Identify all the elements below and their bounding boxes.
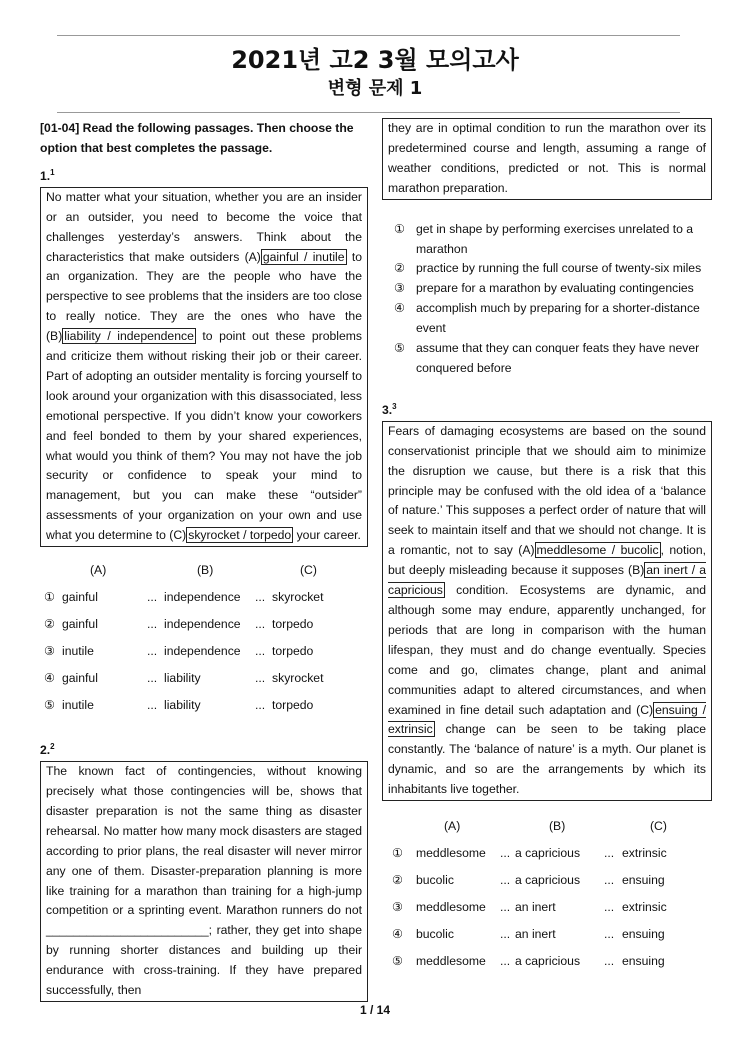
ellipsis: ... bbox=[255, 644, 266, 659]
question-3-options bbox=[382, 817, 712, 979]
options-header bbox=[382, 817, 712, 844]
question-1-options bbox=[40, 561, 368, 723]
passage-text: No matter what your situation, whether you are an insider or an outsider, you need to become the voice that challenges yesterday’s answers. Think about the characteristics that make outsiders (A) bbox=[46, 189, 362, 264]
option-number: ① bbox=[392, 846, 403, 861]
option-a: gainful bbox=[62, 590, 98, 605]
ellipsis: ... bbox=[604, 954, 615, 969]
question-2-passage-continued: they are in optimal condition to run the marathon over its predetermined course and length, assuming a range of weather conditions, predicted or not. This is normal marathon preparation. bbox=[382, 118, 712, 200]
left-column bbox=[40, 119, 368, 1002]
answer-choice-box: an inert / a capricious bbox=[388, 563, 706, 598]
ellipsis: ... bbox=[255, 671, 266, 686]
passage-text: Fears of damaging ecosystems are based on the sound conservationist principle that we should aim to minimize the disruption we cause, but there is a risk that this principle may be confused with the old idea of a ‘balance of nature.’ This supposes a perfect order of nature that will seek to maintain itself and that we should not change. It is a romantic, not to say (A) bbox=[388, 423, 706, 558]
option-b: an inert bbox=[515, 900, 556, 915]
column-header: (A) bbox=[444, 819, 461, 834]
option-b: a capricious bbox=[515, 954, 581, 969]
option-row[interactable] bbox=[382, 898, 712, 925]
question-2-passage bbox=[40, 761, 368, 1002]
ellipsis: ... bbox=[604, 900, 615, 915]
option-text: get in shape by performing exercises unrelated to a marathon bbox=[416, 221, 694, 256]
ellipsis: ... bbox=[604, 846, 615, 861]
column-header: (C) bbox=[650, 819, 667, 834]
answer-choice-box: ensuing / extrinsic bbox=[388, 702, 706, 737]
ellipsis: ... bbox=[500, 873, 511, 888]
option-number: ③ bbox=[394, 281, 405, 296]
option-text: accomplish much by preparing for a shorter-distance event bbox=[416, 301, 700, 336]
ellipsis: ... bbox=[147, 698, 158, 713]
passage-text: The known fact of contingencies, without knowing precisely what those contingencies will be, shows that disaster preparation is not the same thing as disaster rehearsal. No matter how many mock disasters are staged according to prior plans, the real disaster will never mirror any one of them. Disaster-preparation planning is more like training for a marathon than training for a high-jump competition or a sprinting event. Marathon runners do not ________________________; rather, they get into shape by running shorter distances and building up their endurance with cross-training. If they have prepared successfully, then bbox=[46, 764, 362, 998]
column-header: (C) bbox=[300, 563, 317, 578]
option-b: an inert bbox=[515, 927, 556, 942]
option-a: meddlesome bbox=[416, 900, 486, 915]
option-number: ⑤ bbox=[394, 341, 405, 356]
ellipsis: ... bbox=[255, 698, 266, 713]
ellipsis: ... bbox=[147, 644, 158, 659]
option-row[interactable] bbox=[40, 615, 368, 642]
option-c: torpedo bbox=[272, 698, 314, 713]
title-rule bbox=[57, 112, 680, 113]
option-row[interactable] bbox=[40, 669, 368, 696]
option-b: a capricious bbox=[515, 846, 581, 861]
option-number: ⑤ bbox=[44, 698, 55, 713]
question-3-number: 3.$^3$ bbox=[382, 401, 397, 417]
option-a: gainful bbox=[62, 617, 98, 632]
option-row[interactable] bbox=[382, 844, 712, 871]
answer-choice-box: meddlesome / bucolic bbox=[536, 543, 659, 558]
passage-text: to an organization. They are the people who have the perspective to see problems that the insiders are too close to really notice. They are the ones who have the (B) bbox=[46, 249, 362, 344]
option-number: ② bbox=[392, 873, 403, 888]
ellipsis: ... bbox=[604, 927, 615, 942]
option-c: skyrocket bbox=[272, 671, 324, 686]
option-number: ② bbox=[44, 617, 55, 632]
ellipsis: ... bbox=[147, 617, 158, 632]
passage-text: to point out these problems and criticize them without risking their job or their career. Part of adopting an outsider mentality is forcing yourself to look around your organization with this disassociated, less emotional perspective. If you didn’t know your coworkers and feel bonded to them by your shared experiences, what would you think of them? You may not have the job security or confidence to speak your mind to management, but you can make these “outsider” assessments of your organization on your own and use what you determine to (C) bbox=[46, 329, 362, 543]
ellipsis: ... bbox=[604, 873, 615, 888]
question-1-number: 1.$^1$ bbox=[40, 167, 55, 183]
option-c: extrinsic bbox=[622, 900, 667, 915]
option-row[interactable] bbox=[382, 952, 712, 979]
option-a: meddlesome bbox=[416, 954, 486, 969]
question-2-number: 2.$^2$ bbox=[40, 742, 55, 758]
options-header bbox=[40, 561, 368, 588]
option-a: bucolic bbox=[416, 873, 454, 888]
option-number: ④ bbox=[44, 671, 55, 686]
option-b: independence bbox=[164, 617, 241, 632]
option-b: liability bbox=[164, 698, 201, 713]
option-a: inutile bbox=[62, 698, 94, 713]
option-item[interactable] bbox=[382, 259, 712, 279]
column-header: (B) bbox=[197, 563, 214, 578]
page-number: 1 / 14 bbox=[359, 1003, 391, 1017]
option-a: inutile bbox=[62, 644, 94, 659]
instructions: [01-04] Read the following passages. Then choose the option that best completes the passage. bbox=[40, 121, 354, 155]
option-a: bucolic bbox=[416, 927, 454, 942]
question-2-options bbox=[382, 220, 712, 379]
right-column bbox=[382, 118, 712, 979]
ellipsis: ... bbox=[500, 954, 511, 969]
answer-choice-box: gainful / inutile bbox=[262, 249, 345, 264]
option-text: prepare for a marathon by evaluating contingencies bbox=[416, 281, 694, 296]
page-subtitle: 변형 문제 1 bbox=[327, 78, 423, 99]
ellipsis: ... bbox=[255, 590, 266, 605]
option-a: meddlesome bbox=[416, 846, 486, 861]
option-row[interactable] bbox=[382, 871, 712, 898]
option-item[interactable] bbox=[382, 220, 712, 260]
option-b: liability bbox=[164, 671, 201, 686]
passage-text: your career. bbox=[293, 528, 361, 543]
option-c: torpedo bbox=[272, 644, 314, 659]
option-b: independence bbox=[164, 644, 241, 659]
top-rule bbox=[57, 35, 680, 36]
option-item[interactable] bbox=[382, 279, 712, 299]
option-c: ensuing bbox=[622, 927, 665, 942]
ellipsis: ... bbox=[500, 900, 511, 915]
option-number: ① bbox=[394, 221, 405, 236]
passage-text: condition. Ecosystems are dynamic, and although some may endure, apparently unchanged, for periods that are long in comparison with the human lifespan, they must and do change eventually. Species come and go, climates change, plant and animal communities adapt to altered circumstances, and when examined in fine detail such adaptation and (C) bbox=[388, 583, 706, 717]
option-text: assume that they can conquer feats they have never conquered before bbox=[416, 341, 700, 375]
option-number: ③ bbox=[44, 644, 55, 659]
ellipsis: ... bbox=[147, 671, 158, 686]
option-number: ④ bbox=[392, 927, 403, 942]
option-item[interactable] bbox=[382, 339, 712, 379]
ellipsis: ... bbox=[500, 846, 511, 861]
page-title: 2021년 고2 3월 모의고사 bbox=[231, 46, 519, 74]
option-c: skyrocket bbox=[272, 590, 324, 605]
option-c: torpedo bbox=[272, 617, 314, 632]
option-c: extrinsic bbox=[622, 846, 667, 861]
question-3-passage bbox=[382, 421, 712, 801]
option-text: practice by running the full course of twenty-six miles bbox=[416, 261, 702, 276]
ellipsis: ... bbox=[500, 927, 511, 942]
ellipsis: ... bbox=[147, 590, 158, 605]
option-number: ③ bbox=[392, 900, 403, 915]
answer-choice-box: liability / independence bbox=[64, 329, 194, 344]
option-a: gainful bbox=[62, 671, 98, 686]
option-number: ① bbox=[44, 590, 55, 605]
option-b: a capricious bbox=[515, 873, 581, 888]
option-number: ④ bbox=[394, 301, 405, 316]
ellipsis: ... bbox=[255, 617, 266, 632]
column-header: (A) bbox=[90, 563, 107, 578]
column-header: (B) bbox=[549, 819, 566, 834]
option-c: ensuing bbox=[622, 954, 665, 969]
option-item[interactable] bbox=[382, 299, 712, 339]
option-row[interactable] bbox=[40, 588, 368, 615]
option-number: ⑤ bbox=[392, 954, 403, 969]
answer-choice-box: skyrocket / torpedo bbox=[188, 528, 292, 543]
option-b: independence bbox=[164, 590, 241, 605]
question-1-passage bbox=[40, 187, 368, 547]
option-row[interactable] bbox=[40, 696, 368, 723]
passage-text: change can be seen to be taking place constantly. The ‘balance of nature’ is a myth. Our planet is dynamic, and so are the arrangements by which its inhabitants live together. bbox=[388, 722, 706, 797]
option-c: ensuing bbox=[622, 873, 665, 888]
passage-text: , notion, but deeply misleading because it supposes (B) bbox=[388, 543, 707, 578]
option-row[interactable] bbox=[40, 642, 368, 669]
option-number: ② bbox=[394, 261, 405, 276]
option-row[interactable] bbox=[382, 925, 712, 952]
